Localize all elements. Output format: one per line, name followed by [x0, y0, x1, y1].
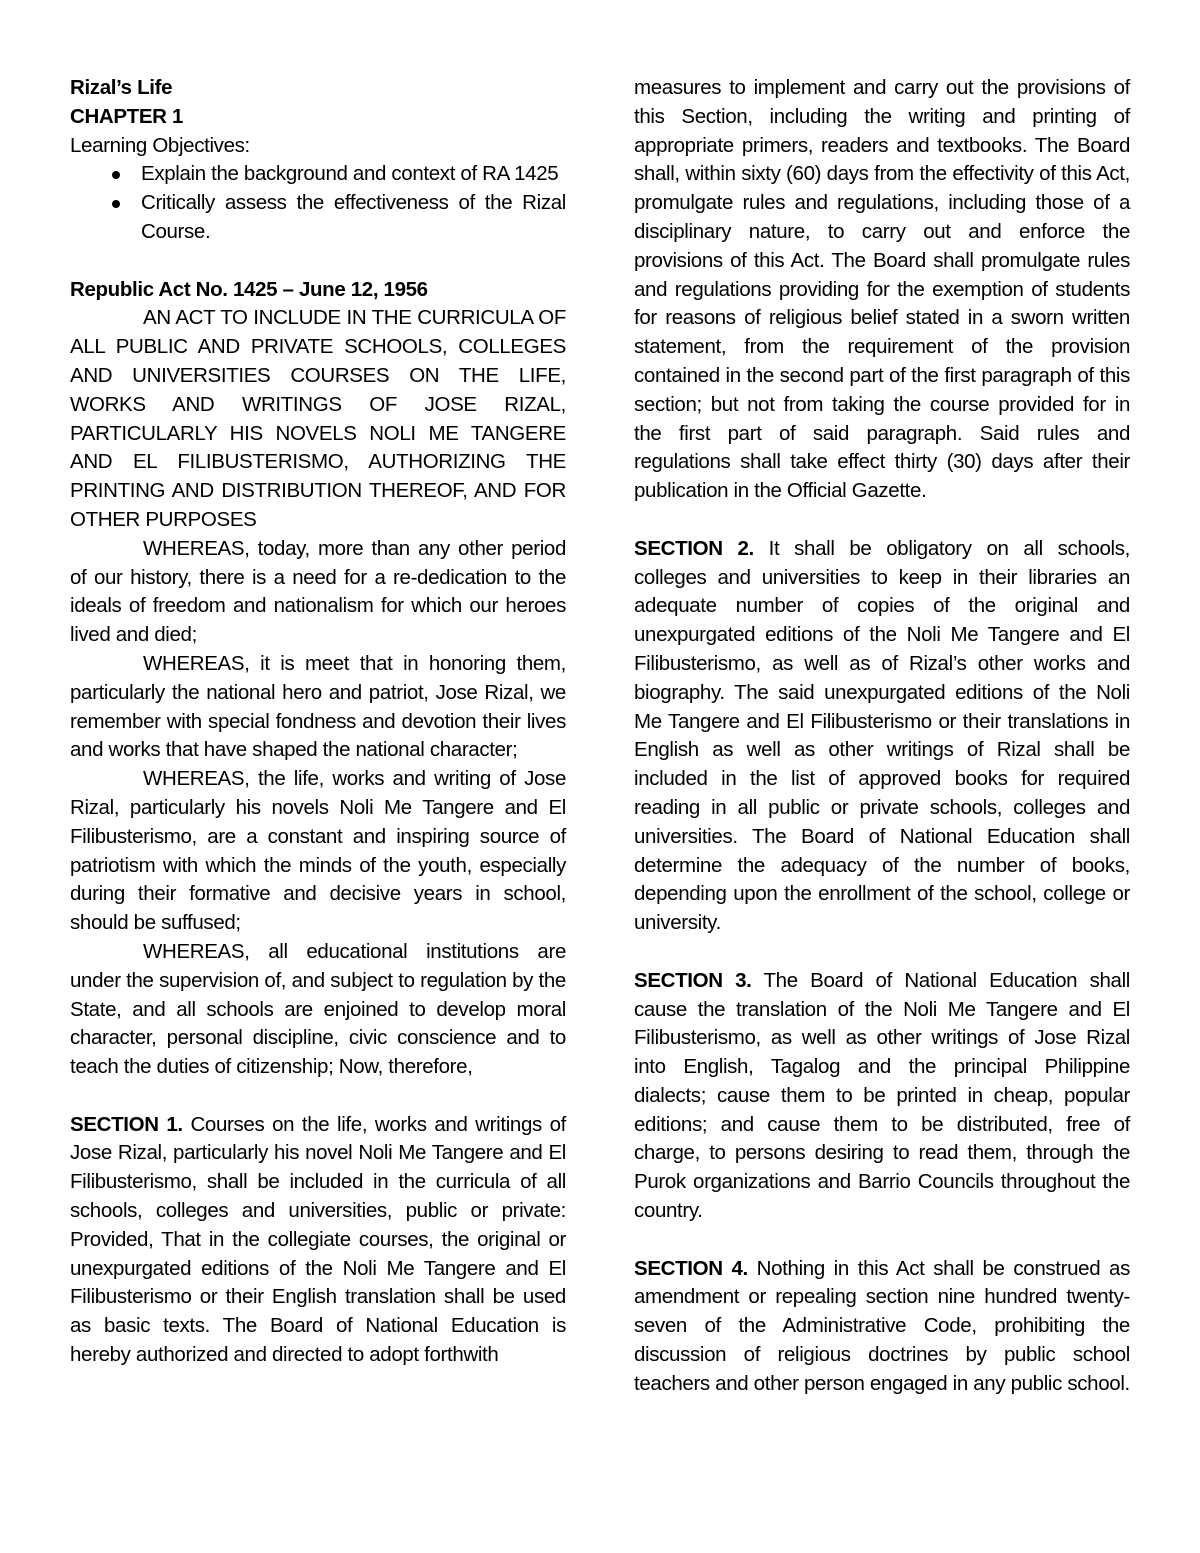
section-2 — [634, 535, 1130, 938]
section-label: SECTION 2. — [634, 536, 754, 560]
section-1 — [70, 1111, 566, 1370]
section-label: SECTION 4. — [634, 1256, 748, 1280]
right-column — [634, 74, 1130, 1399]
objective-text: Explain the background and context of RA 1425 — [141, 162, 559, 186]
whereas-clause-1: WHEREAS, today, more than any other period of our history, there is a need for a re-dedication to the ideals of freedom and nationalism for which our heroes lived and died; — [70, 536, 566, 647]
objective-text: Critically assess the effectiveness of the Rizal Course. — [141, 191, 566, 243]
section-1-continued: measures to implement and carry out the provisions of this Section, including the writing and printing of appropriate primers, readers and textbooks. The Board shall, within sixty (60) days from the effectivity of this Act, promulgate rules and regulations, including those of a disciplinary nature, to carry out and enforce the provisions of this Act. The Board shall promulgate rules and regulations providing for the exemption of students for reasons of religious belief stated in a sworn written statement, from the requirement of the provision contained in the second part of the first paragraph of this section; but not from taking the course provided for in the first part of said paragraph. Said rules and regulations shall take effect thirty (30) days after their publication in the Official Gazette. — [634, 76, 1130, 503]
section-3 — [634, 967, 1130, 1226]
section-label: SECTION 1. — [70, 1112, 183, 1136]
section-text: Courses on the life, works and writings of Jose Rizal, particularly his novel Noli Me Tangere and El Filibusterismo, shall be included in the curricula of all schools, colleges and universities, public or private: Provided, That in the collegiate courses, the original or unexpurgated editions of the Noli Me Tangere and El Filibusterismo or their English translation shall be used as basic texts. The Board of National Education is hereby authorized and directed to adopt forthwith — [70, 1112, 566, 1367]
section-label: SECTION 3. — [634, 968, 752, 992]
whereas-clause-4: WHEREAS, all educational institutions are under the supervision of, and subject to regulation by the State, and all schools are enjoined to develop moral character, personal discipline, civic conscience and to teach the duties of citizenship; Now, therefore, — [70, 939, 566, 1079]
objectives-list — [70, 160, 566, 246]
objective-item — [70, 160, 566, 189]
section-text: Nothing in this Act shall be construed as amendment or repealing section nine hundred twenty-seven of the Administrative Code, prohibiting the discussion of religious doctrines by public school teachers and other person engaged in any public school. — [634, 1256, 1130, 1395]
objective-item — [70, 189, 566, 247]
section-text: It shall be obligatory on all schools, colleges and universities to keep in their libraries an adequate number of copies of the original and unexpurgated editions of the Noli Me Tangere and El Filibusterismo, as well as of Rizal’s other works and biography. The said unexpurgated editions of the Noli Me Tangere and El Filibusterismo or their translations in English as well as other writings of Rizal shall be included in the list of approved books for required reading in all public or private schools, colleges and universities. The Board of National Education shall determine the adequacy of the number of books, depending upon the enrollment of the school, college or university. — [634, 536, 1130, 935]
bullet-icon — [112, 200, 120, 208]
bullet-icon — [112, 171, 120, 179]
spacer — [70, 1082, 566, 1111]
objectives-label: Learning Objectives: — [70, 133, 250, 157]
document-title: Rizal’s Life — [70, 76, 173, 99]
spacer — [634, 938, 1130, 967]
whereas-clause-2: WHEREAS, it is meet that in honoring them, particularly the national hero and patriot, Jose Rizal, we remember with special fondness and devotion their lives and works that have shaped the national character; — [70, 651, 566, 762]
spacer — [634, 506, 1130, 535]
left-column — [70, 74, 566, 1370]
section-text: The Board of National Education shall cause the translation of the Noli Me Tangere and El Filibusterismo, as well as other writings of Jose Rizal into English, Tagalog and the principal Philippine dialects; cause them to be printed in cheap, popular editions; and cause them to be distributed, free of charge, to persons desiring to read them, through the Purok organizations and Barrio Councils throughout the country. — [634, 968, 1130, 1223]
act-heading: Republic Act No. 1425 – June 12, 1956 — [70, 277, 428, 301]
whereas-clause-3: WHEREAS, the life, works and writing of Jose Rizal, particularly his novels Noli Me Tangere and El Filibusterismo, are a constant and inspiring source of patriotism with which the minds of the youth, especially during their formative and decisive years in school, should be suffused; — [70, 767, 566, 935]
act-title: AN ACT TO INCLUDE IN THE CURRICULA OF ALL PUBLIC AND PRIVATE SCHOOLS, COLLEGES AND UNIVERSITIES COURSES ON THE LIFE, WORKS AND WRITINGS OF JOSE RIZAL, PARTICULARLY HIS NOVELS NOLI ME TANGERE AND EL FILIBUSTERISMO, AUTHORIZING THE PRINTING AND DISTRIBUTION THEREOF, AND FOR OTHER PURPOSES — [70, 306, 566, 531]
chapter-heading: CHAPTER 1 — [70, 104, 184, 128]
spacer — [634, 1226, 1130, 1255]
spacer — [70, 247, 566, 276]
section-4 — [634, 1255, 1130, 1399]
